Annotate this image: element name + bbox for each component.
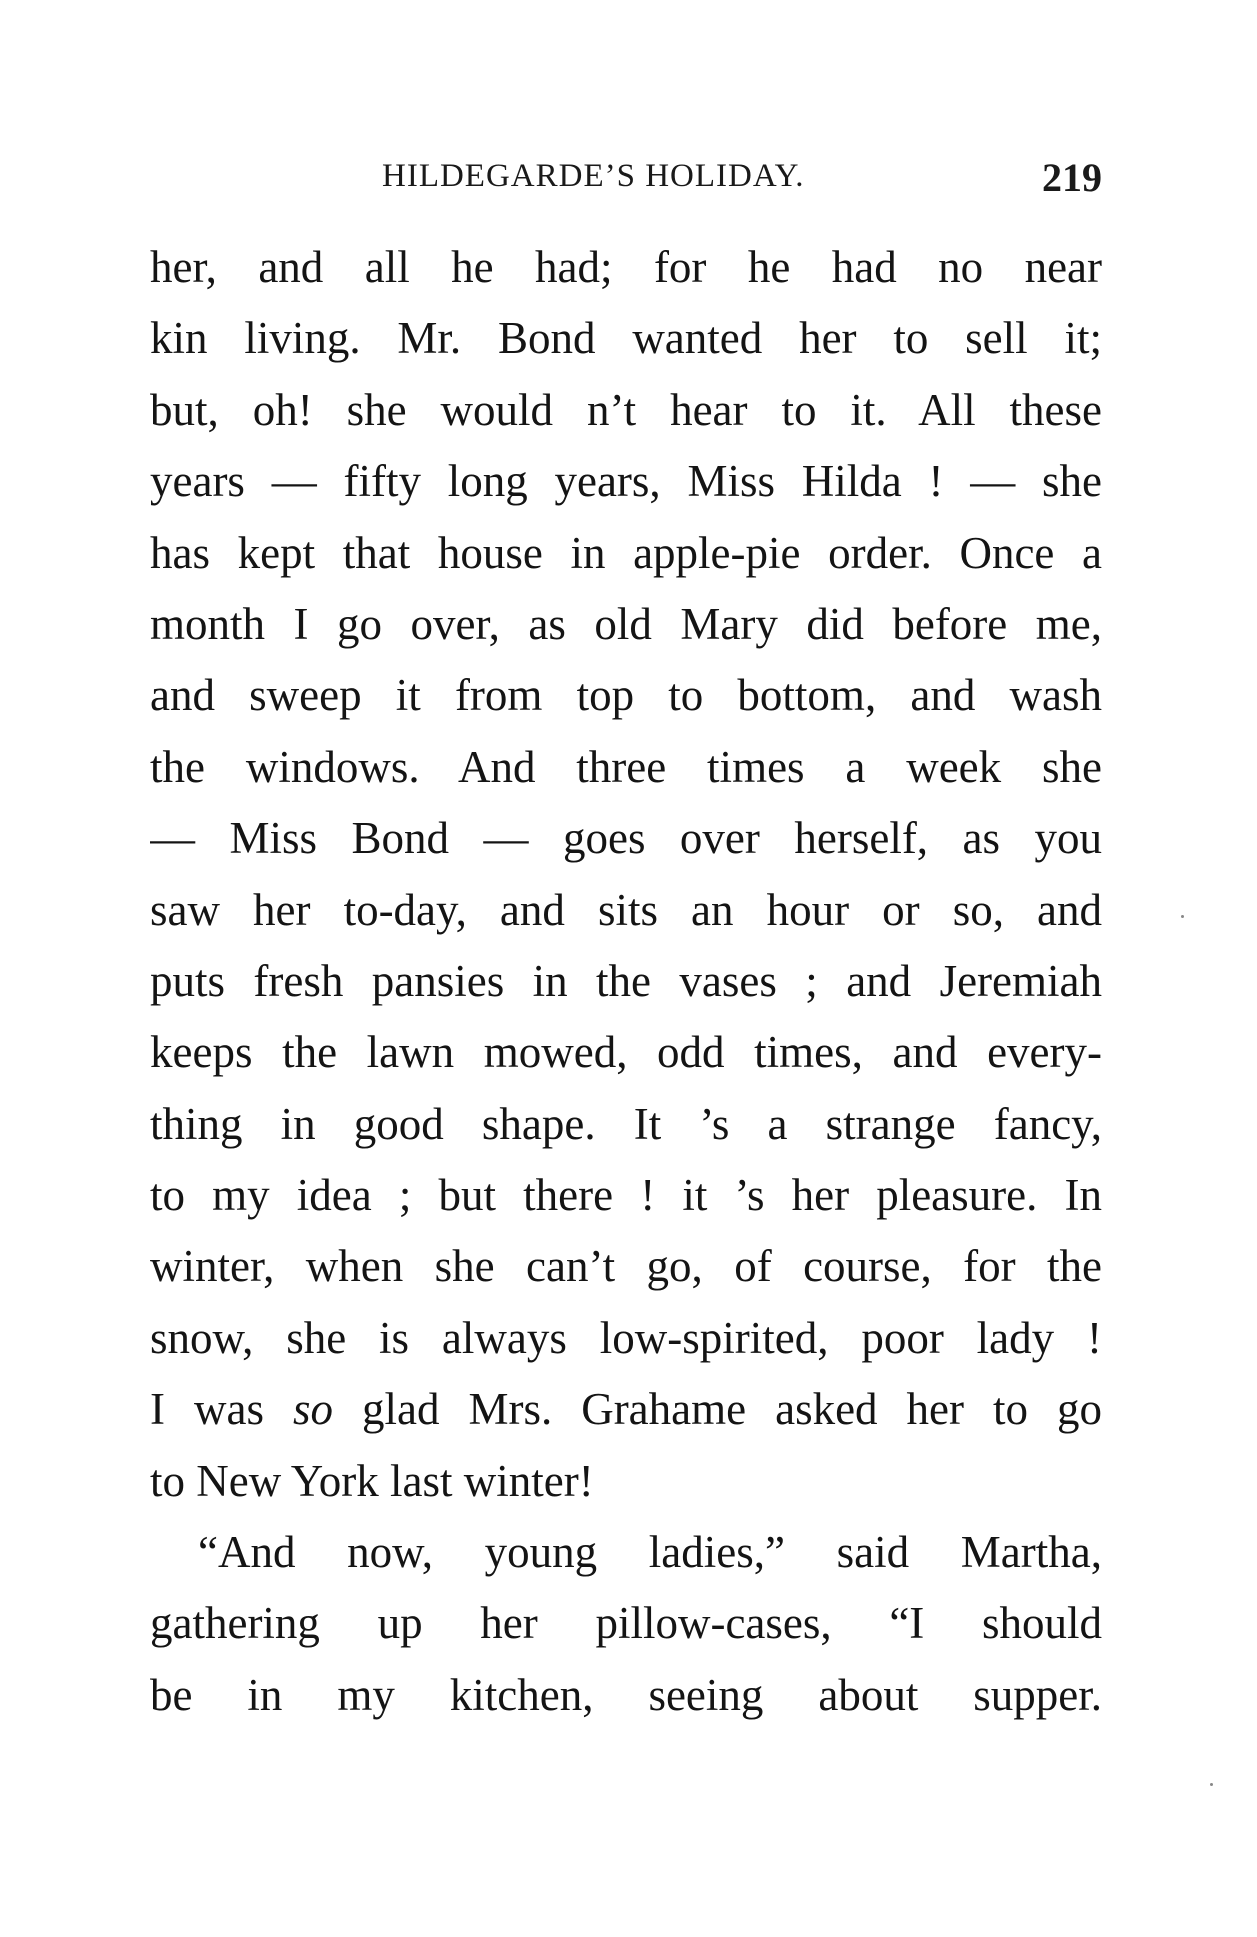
text-line: keeps the lawn mowed, odd times, and every- [150,1027,1102,1078]
paper-speck [1210,1783,1213,1786]
text-line: gathering up her pillow-cases, “I should [150,1598,1102,1649]
text-line: but, oh! she would n’t hear to it. All these [150,384,1102,435]
running-title: HILDEGARDE’S HOLIDAY. [382,158,805,194]
emphasis-word: so [292,1384,333,1435]
page-number: 219 [1042,155,1102,200]
text-line: month I go over, as old Mary did before me, [150,598,1102,649]
text-line: to my idea ; but there ! it ’s her pleasure. In [150,1170,1102,1221]
text-line: kin living. Mr. Bond wanted her to sell it; [150,313,1102,364]
text-line: puts fresh pansies in the vases ; and Jeremiah [150,955,1102,1006]
text-line: the windows. And three times a week she [150,741,1102,792]
paragraph-start-line: “And now, young ladies,” said Martha, [198,1527,1102,1578]
body-text [150,232,1102,1731]
paper-speck [1181,915,1184,918]
text-segment: I was [150,1384,293,1435]
text-line: and sweep it from top to bottom, and wash [150,670,1102,721]
running-head [150,155,1102,202]
text-line: winter, when she can’t go, of course, for the [150,1241,1102,1292]
paragraph-end-line: to New York last winter! [150,1455,594,1506]
text-line: snow, she is always low-spirited, poor lady ! [150,1312,1102,1363]
text-segment: glad Mrs. Grahame asked her to go [332,1384,1102,1435]
text-line: her, and all he had; for he had no near [150,242,1102,292]
text-line: years — fifty long years, Miss Hilda ! — she [150,456,1102,507]
text-line: thing in good shape. It ’s a strange fancy, [150,1098,1102,1149]
text-line: — Miss Bond — goes over herself, as you [150,813,1102,864]
text-line: saw her to-day, and sits an hour or so, and [150,884,1102,935]
text-line: has kept that house in apple-pie order. Once a [150,527,1102,578]
text-line-with-emphasis [150,1374,1102,1445]
text-line: be in my kitchen, seeing about supper. [150,1669,1102,1720]
